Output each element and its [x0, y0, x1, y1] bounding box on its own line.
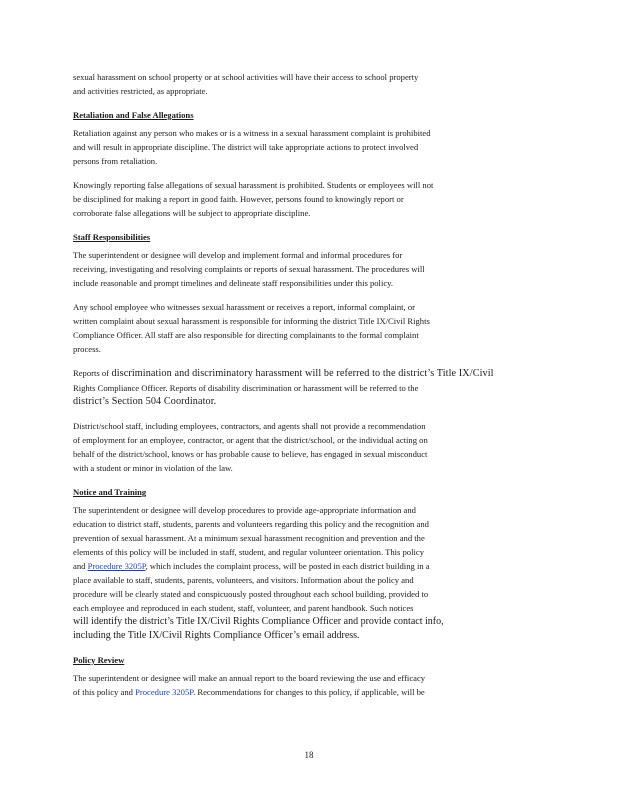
text-run: of this policy and: [73, 687, 133, 697]
section-heading-staff: Staff Responsibilities: [73, 232, 151, 242]
text-line: Compliance Officer. All staff are also responsible for directing complainants to the formal complaint: [73, 330, 419, 340]
text-line: including the Title IX/Civil Rights Compliance Officer’s email address.: [73, 630, 360, 641]
text-line: process.: [73, 344, 101, 354]
paragraph-retaliation: [73, 126, 544, 168]
text-line: receiving, investigating and resolving complaints or reports of sexual harassment. The procedures will: [73, 264, 425, 274]
text-line: each employee and reproduced in each student, staff, volunteer, and parent handbook. Such notices: [73, 603, 414, 613]
procedure-link[interactable]: Procedure 3205P: [87, 561, 146, 571]
text-line: and activities restricted, as appropriate.: [73, 86, 208, 96]
text-line: Any school employee who witnesses sexual harassment or receives a report, informal complaint, or: [73, 302, 415, 312]
text-line: elements of this policy will be included in staff, student, and regular volunteer orientation. This policy: [73, 547, 424, 557]
text-line: [73, 366, 544, 381]
text-line: The superintendent or designee will make an annual report to the board reviewing the use and efficacy: [73, 673, 426, 683]
text-line: persons from retaliation.: [73, 156, 158, 166]
text-run: Reports of: [73, 368, 110, 378]
page-number: 18: [304, 750, 314, 760]
text-line: be disciplined for making a report in good faith. However, persons found to knowingly report or: [73, 194, 404, 204]
paragraph-recommendation: [73, 419, 544, 475]
text-line: prevention of sexual harassment. At a minimum sexual harassment recognition and prevention and the: [73, 533, 425, 543]
procedure-link[interactable]: Procedure 3205P: [135, 687, 194, 697]
paragraph-policy-review: [73, 671, 544, 699]
paragraph-false-allegations: [73, 178, 544, 220]
section-heading-policy-review: Policy Review: [73, 655, 125, 665]
paragraph-harassment-restriction: [73, 70, 544, 98]
text-line: of employment for an employee, contractor, or agent that the district/school, or the individual acting on: [73, 435, 428, 445]
text-line: behalf of the district/school, knows or has probable cause to believe, has engaged in sexual misconduct: [73, 449, 428, 459]
text-line: Retaliation against any person who makes or is a witness in a sexual harassment complaint is prohibited: [73, 128, 431, 138]
text-line: include reasonable and prompt timelines and delineate staff responsibilities under this policy.: [73, 278, 394, 288]
text-line: with a student or minor in violation of the law.: [73, 463, 233, 473]
text-run: discrimination and discriminatory harassment will be referred to the district’s Title IX/Civil: [111, 368, 494, 379]
text-line: [73, 559, 544, 573]
text-line: The superintendent or designee will develop procedures to provide age-appropriate information and: [73, 505, 416, 515]
text-run: and: [73, 561, 86, 571]
section-heading-retaliation: Retaliation and False Allegations: [73, 110, 194, 120]
text-line: corroborate false allegations will be subject to appropriate discipline.: [73, 208, 311, 218]
text-line: The superintendent or designee will develop and implement formal and informal procedures for: [73, 250, 403, 260]
text-line: Rights Compliance Officer. Reports of disability discrimination or harassment will be referred to the: [73, 383, 419, 393]
text-line: district’s Section 504 Coordinator.: [73, 396, 217, 407]
text-line: education to district staff, students, parents and volunteers regarding this policy and the recognition and: [73, 519, 429, 529]
text-line: written complaint about sexual harassment is responsible for informing the district Title IX/Civil Rights: [73, 316, 430, 326]
paragraph-referrals: [73, 366, 544, 409]
text-line: will identify the district’s Title IX/Civil Rights Compliance Officer and provide contact info,: [73, 616, 444, 627]
text-line: and will result in appropriate discipline. The district will take appropriate actions to protect involved: [73, 142, 419, 152]
text-line: District/school staff, including employees, contractors, and agents shall not provide a recommendation: [73, 421, 426, 431]
paragraph-notice: [73, 503, 544, 643]
text-run: , which includes the complaint process, will be posted in each district building in a: [145, 561, 430, 571]
text-line: [73, 685, 544, 699]
text-line: place available to staff, students, parents, volunteers, and visitors. Information about the policy and: [73, 575, 414, 585]
text-line: procedure will be clearly stated and conspicuously posted throughout each school building, provided to: [73, 589, 429, 599]
text-line: sexual harassment on school property or at school activities will have their access to school property: [73, 72, 419, 82]
text-line: Knowingly reporting false allegations of sexual harassment is prohibited. Students or employees will not: [73, 180, 434, 190]
paragraph-procedures: [73, 248, 544, 290]
text-run: . Recommendations for changes to this policy, if applicable, will be: [193, 687, 425, 697]
paragraph-employee-reporting: [73, 300, 544, 356]
section-heading-notice: Notice and Training: [73, 487, 147, 497]
